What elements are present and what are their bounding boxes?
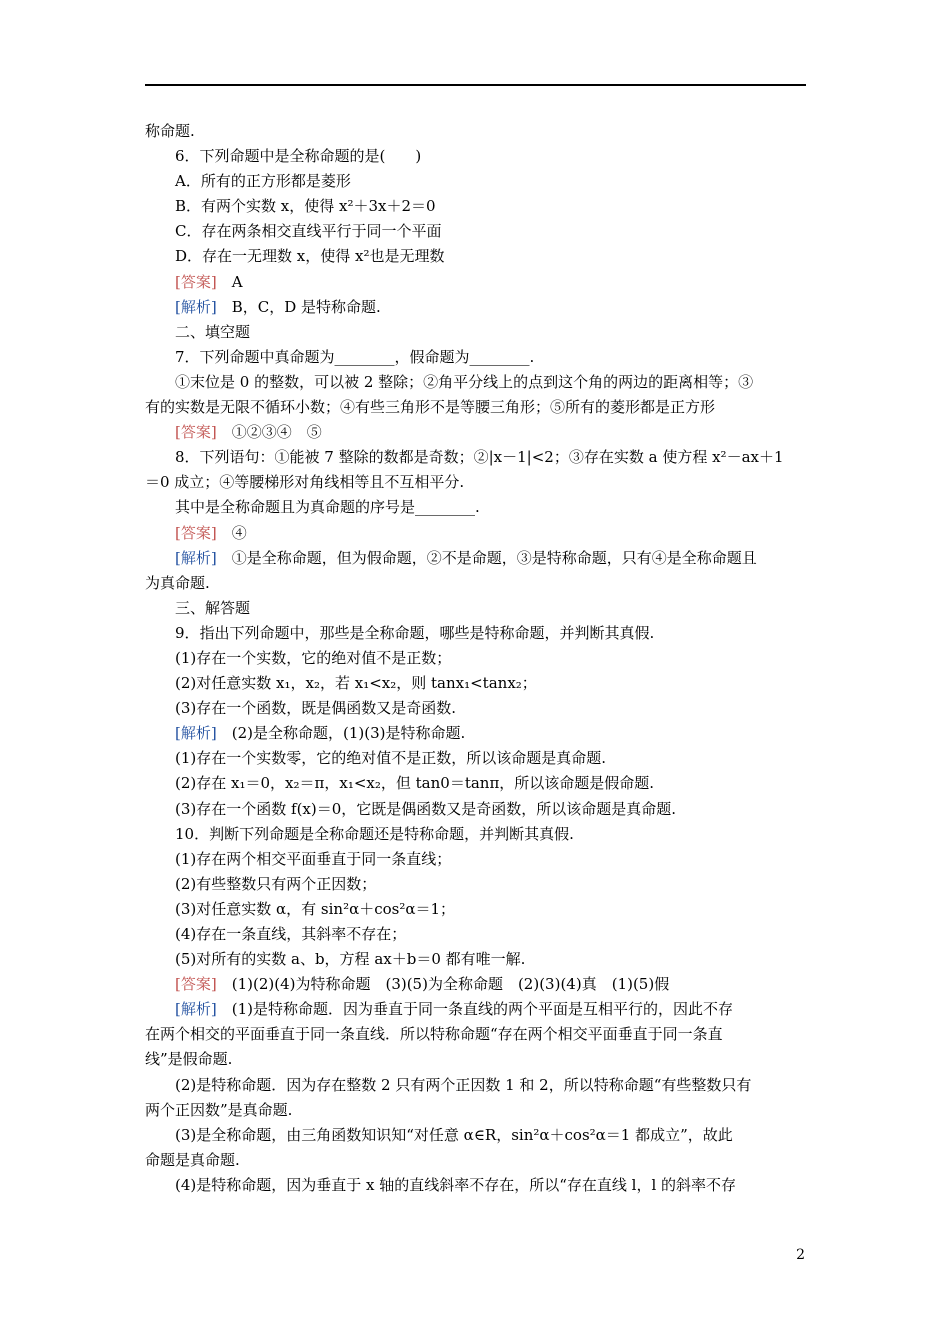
line-text: (1)(2)(4)为特称命题 (3)(5)为全称命题 (2)(3)(4)真 (1)(5)假 bbox=[216, 975, 670, 994]
text-line bbox=[145, 295, 806, 320]
line-text: (2)存在 x₁＝0，x₂＝π，x₁<x₂，但 tan0＝tanπ，所以该命题是假命题. bbox=[175, 774, 655, 793]
line-text: (3)存在一个函数 f(x)＝0，它既是偶函数又是奇函数，所以该命题是真命题. bbox=[175, 799, 677, 818]
text-line bbox=[145, 596, 806, 621]
header-rule bbox=[145, 84, 806, 86]
line-text: 7．下列命题中真命题为________，假命题为________. bbox=[175, 347, 535, 366]
line-text: 线”是假命题. bbox=[145, 1050, 233, 1069]
line-text: A bbox=[216, 272, 243, 291]
line-text: 8．下列语句：①能被 7 整除的数都是奇数；②|x－1|<2；③存在实数 a 使方程 x²－ax＋1 bbox=[175, 448, 784, 467]
text-line bbox=[145, 571, 806, 596]
answer-tag: [答案] bbox=[175, 423, 217, 442]
text-line bbox=[145, 470, 806, 495]
text-line bbox=[145, 521, 806, 546]
text-line bbox=[145, 546, 806, 571]
line-text: (1)存在两个相交平面垂直于同一条直线； bbox=[175, 849, 452, 868]
text-line bbox=[145, 847, 806, 872]
text-line bbox=[145, 194, 806, 219]
analysis-tag: [解析] bbox=[175, 297, 217, 316]
line-text: 6．下列命题中是全称命题的是( ) bbox=[175, 147, 422, 166]
line-text: (5)对所有的实数 a、b，方程 ax＋b＝0 都有唯一解. bbox=[175, 950, 526, 969]
text-line bbox=[145, 922, 806, 947]
line-text: (2)是全称命题，(1)(3)是特称命题. bbox=[216, 724, 466, 743]
text-line bbox=[145, 771, 806, 796]
text-line bbox=[145, 270, 806, 295]
answer-tag: [答案] bbox=[175, 975, 217, 994]
text-line bbox=[145, 119, 806, 144]
analysis-tag: [解析] bbox=[175, 548, 217, 567]
page-number: 2 bbox=[796, 1247, 805, 1263]
line-text: 称命题. bbox=[145, 122, 195, 140]
line-text: B．有两个实数 x，使得 x²＋3x＋2＝0 bbox=[175, 197, 436, 216]
document-body bbox=[145, 119, 806, 1198]
line-text: 9．指出下列命题中，那些是全称命题，哪些是特称命题，并判断其真假. bbox=[175, 623, 655, 642]
analysis-tag: [解析] bbox=[175, 724, 217, 743]
text-line bbox=[145, 1173, 806, 1198]
text-line bbox=[145, 872, 806, 897]
text-line bbox=[145, 395, 806, 420]
text-line bbox=[145, 1123, 806, 1148]
text-line bbox=[145, 445, 806, 470]
line-text: (2)有些整数只有两个正因数； bbox=[175, 874, 377, 893]
line-text: ①是全称命题，但为假命题，②不是命题，③是特称命题，只有④是全称命题且 bbox=[216, 548, 757, 567]
text-line bbox=[145, 997, 806, 1022]
line-text: ＝0 成立；④等腰梯形对角线相等且不互相平分. bbox=[145, 473, 465, 492]
answer-tag: [答案] bbox=[175, 272, 217, 291]
line-text: ④ bbox=[216, 523, 247, 542]
text-line bbox=[145, 244, 806, 269]
line-text: (4)是特称命题，因为垂直于 x 轴的直线斜率不存在，所以“存在直线 l，l 的斜率不存 bbox=[175, 1175, 737, 1194]
line-text: D．存在一无理数 x，使得 x²也是无理数 bbox=[175, 247, 445, 266]
line-text: ①末位是 0 的整数，可以被 2 整除；②角平分线上的点到这个角的两边的距离相等；③ bbox=[175, 372, 754, 391]
text-line bbox=[145, 721, 806, 746]
line-text: 在两个相交的平面垂直于同一条直线．所以特称命题“存在两个相交平面垂直于同一条直 bbox=[145, 1025, 723, 1044]
line-text: A．所有的正方形都是菱形 bbox=[175, 172, 351, 191]
text-line bbox=[145, 1148, 806, 1173]
text-line bbox=[145, 897, 806, 922]
line-text: 二、填空题 bbox=[175, 322, 251, 341]
text-line bbox=[145, 495, 806, 520]
text-line bbox=[145, 420, 806, 445]
line-text: (2)是特称命题．因为存在整数 2 只有两个正因数 1 和 2，所以特称命题“有些整数只有 bbox=[175, 1075, 752, 1094]
line-text: C．存在两条相交直线平行于同一个平面 bbox=[175, 222, 442, 241]
line-text: (1)存在一个实数，它的绝对值不是正数； bbox=[175, 648, 452, 667]
line-text: 其中是全称命题且为真命题的序号是________. bbox=[175, 498, 480, 517]
text-line bbox=[145, 746, 806, 771]
line-text: (3)是全称命题，由三角函数知识知“对任意 α∈R，sin²α＋cos²α＝1 都成立”，故此 bbox=[175, 1125, 733, 1144]
text-line bbox=[145, 1022, 806, 1047]
line-text: 两个正因数”是真命题. bbox=[145, 1100, 293, 1119]
text-line bbox=[145, 972, 806, 997]
line-text: 三、解答题 bbox=[175, 598, 251, 617]
text-line bbox=[145, 1073, 806, 1098]
text-line bbox=[145, 671, 806, 696]
line-text: B，C，D 是特称命题. bbox=[216, 297, 381, 316]
text-line bbox=[145, 370, 806, 395]
line-text: (3)存在一个函数，既是偶函数又是奇函数. bbox=[175, 699, 457, 718]
line-text: 为真命题. bbox=[145, 573, 210, 592]
line-text: (4)存在一条直线，其斜率不存在； bbox=[175, 925, 407, 943]
line-text: (1)是特称命题．因为垂直于同一条直线的两个平面是互相平行的，因此不存 bbox=[216, 1000, 733, 1019]
line-text: 有的实数是无限不循环小数；④有些三角形不是等腰三角形；⑤所有的菱形都是正方形 bbox=[145, 398, 716, 417]
text-line bbox=[145, 320, 806, 345]
text-line bbox=[145, 1098, 806, 1123]
text-line bbox=[145, 646, 806, 671]
line-text: (3)对任意实数 α，有 sin²α＋cos²α＝1； bbox=[175, 899, 456, 918]
line-text: (2)对任意实数 x₁，x₂，若 x₁<x₂，则 tanx₁<tanx₂； bbox=[175, 674, 537, 693]
line-text: (1)存在一个实数零，它的绝对值不是正数，所以该命题是真命题. bbox=[175, 749, 607, 768]
text-line bbox=[145, 1047, 806, 1072]
text-line bbox=[145, 144, 806, 169]
text-line bbox=[145, 947, 806, 972]
line-text: 10．判断下列命题是全称命题还是特称命题，并判断其真假. bbox=[175, 824, 574, 843]
text-line bbox=[145, 169, 806, 194]
analysis-tag: [解析] bbox=[175, 1000, 217, 1019]
line-text: ①②③④ ⑤ bbox=[216, 423, 322, 442]
text-line bbox=[145, 345, 806, 370]
text-line bbox=[145, 219, 806, 244]
line-text: 命题是真命题. bbox=[145, 1150, 240, 1169]
text-line bbox=[145, 822, 806, 847]
text-line bbox=[145, 797, 806, 822]
text-line bbox=[145, 621, 806, 646]
answer-tag: [答案] bbox=[175, 523, 217, 542]
text-line bbox=[145, 696, 806, 721]
